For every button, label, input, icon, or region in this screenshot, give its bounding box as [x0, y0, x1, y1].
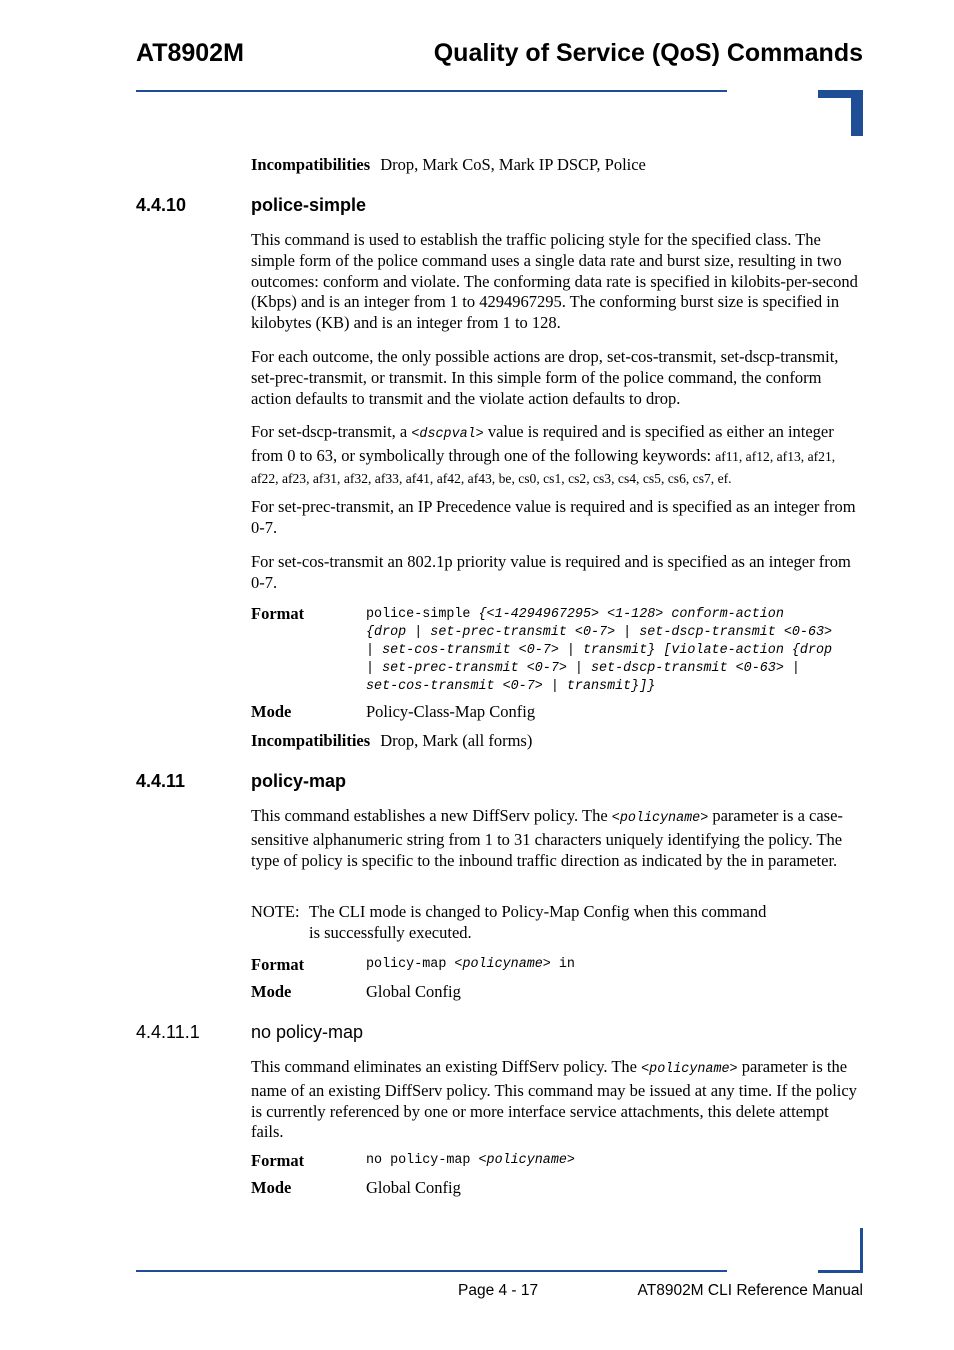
incompat-value: Drop, Mark (all forms): [380, 731, 533, 750]
policy-map-para-1: [251, 806, 863, 871]
command-name: police-simple: [366, 607, 479, 622]
note-text: [309, 902, 766, 944]
section-title: policy-map: [251, 771, 347, 791]
section-title: no policy-map: [251, 1022, 364, 1042]
section-number: 4.4.10: [136, 195, 187, 215]
command-name: policy-map: [366, 957, 455, 972]
police-simple-incompat-row: [251, 730, 532, 752]
policyname-param: <policyname>: [478, 1153, 575, 1168]
header-chapter-title: Quality of Service (QoS) Commands: [433, 39, 863, 67]
para-text: For set-dscp-transmit, a: [251, 422, 412, 441]
no-policy-map-format-syntax: [366, 1152, 863, 1170]
format-label: Format: [251, 604, 305, 623]
mode-value: Global Config: [366, 982, 461, 1001]
subsection-heading-no-policy-map: [136, 1020, 363, 1044]
dscp-keywords: af11, af12, af13, af21, af22, af23, af31, af32, af33, af41, af42, af43, be, cs0, cs1, cs2, cs3, cs4, cs5, cs6, cs7, ef.: [251, 448, 836, 486]
note-label: NOTE:: [251, 902, 300, 921]
syntax-line: {drop | set-prec-transmit <0-7> | set-dscp-transmit <0-63>: [366, 625, 833, 640]
format-label: Format: [251, 1151, 305, 1170]
section-title: police-simple: [251, 195, 367, 215]
syntax-line: | set-cos-transmit <0-7> | transmit} [violate-action {drop: [366, 643, 833, 658]
para-text: parameter is the name of an existing DiffServ policy. This command may be issued at any time. If the policy is currently referenced by one or more interface service attachments, this delete attempt fails.: [251, 1057, 857, 1142]
footer-rule: [136, 1270, 727, 1272]
header-doc-title: AT8902M: [136, 39, 244, 67]
police-simple-para-4: For set-prec-transmit, an IP Precedence value is required and is specified as an integer from 0-7.: [251, 497, 856, 537]
page-number: Page 4 - 17: [458, 1282, 539, 1299]
police-simple-para-1: This command is used to establish the traffic policing style for the specified class. The simple form of the police command uses a single data rate and burst size, resulting in two outcomes: conform and violate. The conforming data rate is specified in kilobits-per-second (Kbps) and is an integer from 1 to 4294967295. The conforming burst size is specified in kilobytes (KB) and is an integer from 1 to 128.: [251, 230, 858, 333]
manual-title: AT8902M CLI Reference Manual: [637, 1282, 863, 1299]
policyname-param: <policyname>: [641, 1062, 738, 1077]
incompat-value: Drop, Mark CoS, Mark IP DSCP, Police: [380, 155, 646, 174]
incompat-label: Incompatibilities: [251, 731, 371, 750]
section-number: 4.4.11.1: [136, 1022, 200, 1042]
note-line: The CLI mode is changed to Policy-Map Config when this command: [309, 902, 767, 921]
policyname-param: <policyname>: [454, 957, 551, 972]
section-number: 4.4.11: [136, 771, 186, 791]
top-incompat-row: [251, 154, 646, 176]
para-text: parameter is a case-sensitive alphanumeric string from 1 to 31 characters uniquely identifying the policy. The type of policy is specific to the inbound traffic direction as indicated by the in parameter.: [251, 806, 843, 870]
mode-value: Global Config: [366, 1178, 461, 1197]
header-corner-mark-vertical: [851, 90, 863, 136]
para-text: This command eliminates an existing DiffServ policy. The: [251, 1057, 642, 1076]
police-simple-para-2: For each outcome, the only possible actions are drop, set-cos-transmit, set-dscp-transmit, set-prec-transmit, or transmit. In this simple form of the police command, the conform action defaults to transmit and the violate action defaults to drop.: [251, 347, 839, 408]
policy-map-format-syntax: [366, 956, 863, 974]
police-simple-para-3: [251, 422, 863, 489]
no-policy-map-para-1: [251, 1057, 863, 1143]
incompat-label: Incompatibilities: [251, 155, 371, 174]
header-rule: [136, 90, 727, 92]
format-label: Format: [251, 955, 305, 974]
note-line: is successfully executed.: [309, 922, 472, 942]
mode-label: Mode: [251, 982, 292, 1001]
police-simple-para-5: For set-cos-transmit an 802.1p priority value is required and is specified as an integer from 0-7.: [251, 552, 851, 592]
syntax-line: {<1-4294967295> <1-128> conform-action: [478, 607, 784, 622]
mode-label: Mode: [251, 1178, 292, 1197]
command-keyword: in: [550, 957, 575, 972]
police-simple-format-syntax: [366, 606, 863, 696]
mode-label: Mode: [251, 702, 292, 721]
footer-corner-mark: [818, 1270, 863, 1273]
section-heading-police-simple: [136, 193, 366, 217]
mode-value: Policy-Class-Map Config: [366, 702, 536, 721]
command-name: no policy-map: [366, 1153, 479, 1168]
policyname-param: <policyname>: [611, 811, 709, 826]
para-text: This command establishes a new DiffServ policy. The: [251, 806, 612, 825]
syntax-line: set-cos-transmit <0-7> | transmit}]}: [366, 679, 656, 694]
section-heading-policy-map: [136, 769, 346, 793]
footer-corner-mark-vertical: [860, 1228, 863, 1272]
dscpval-param: <dscpval>: [411, 427, 484, 442]
para-text: value is required and is specified as either an integer from 0 to 63, or symbolically through one of the following keywords:: [251, 422, 834, 465]
syntax-line: | set-prec-transmit <0-7> | set-dscp-transmit <0-63> |: [366, 661, 800, 676]
